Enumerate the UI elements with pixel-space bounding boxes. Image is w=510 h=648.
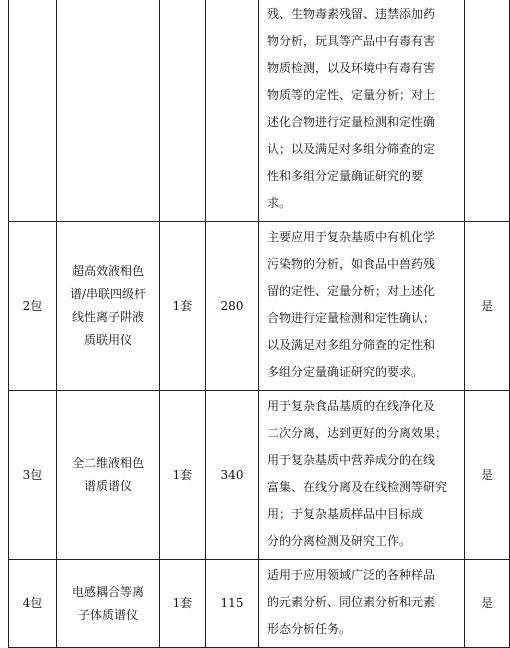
- description-cell: [259, 0, 465, 222]
- table-row: [9, 560, 510, 648]
- package-number-cell: 4包: [9, 560, 57, 648]
- package-number-cell: 3包: [9, 391, 57, 560]
- quantity-cell: [160, 0, 206, 222]
- description-line: 适用于应用领域广泛的各种样品: [267, 568, 436, 582]
- description-line: 以及满足对多组分筛查的定性和: [267, 338, 436, 352]
- description-line: 留的定性、定量分析；对上述化: [267, 284, 436, 298]
- package-number-cell: [9, 0, 57, 222]
- description-line: 的元素分析、同位素分析和元素: [267, 595, 436, 609]
- description-line: 合物进行定量检测和定性确认；: [267, 311, 436, 325]
- table-row: [9, 0, 510, 222]
- equipment-name-cell: [57, 560, 160, 648]
- description-line: 用于复杂食品基质的在线净化及: [267, 399, 436, 413]
- compliance-cell: [465, 0, 510, 222]
- description-line: 主要应用于复杂基质中有机化学: [267, 230, 436, 244]
- description-line: 述化合物进行定量检测和定性确: [267, 115, 436, 129]
- budget-cell: [206, 0, 259, 222]
- description-line: 分的分离检测及研究工作。: [267, 534, 412, 548]
- description-line: 富集、在线分离及在线检测等研究: [267, 480, 448, 494]
- equipment-name-line: 电感耦合等离: [71, 584, 144, 599]
- equipment-name-line: 子体质谱仪: [77, 607, 138, 622]
- equipment-name-cell: [57, 222, 160, 391]
- description-cell: [259, 222, 465, 391]
- equipment-name-line: 谱/串联四级杆: [69, 287, 147, 301]
- equipment-name-line: 全二维液相色: [71, 456, 144, 470]
- description-line: 物分析，玩具等产品中有毒有害: [267, 34, 436, 48]
- description-cell: [259, 560, 465, 648]
- compliance-cell: 是: [465, 391, 510, 560]
- equipment-name-line: 线性离子阱液: [71, 310, 144, 324]
- budget-cell: 115: [206, 560, 259, 648]
- table-row: [9, 222, 510, 391]
- equipment-name-line: 谱质谱仪: [83, 479, 132, 493]
- quantity-cell: 1套: [160, 560, 206, 648]
- description-line: 多组分定量确证研究的要求。: [267, 365, 424, 379]
- compliance-cell: 是: [465, 222, 510, 391]
- table-row: [9, 391, 510, 560]
- budget-cell: 280: [206, 222, 259, 391]
- description-line: 认；以及满足对多组分筛查的定: [267, 142, 436, 156]
- description-line: 用于复杂基质中营养成分的在线: [267, 453, 436, 467]
- quantity-cell: 1套: [160, 391, 206, 560]
- compliance-cell: 是: [465, 560, 510, 648]
- equipment-table: [8, 0, 510, 648]
- description-cell: [259, 391, 465, 560]
- description-line: 用；于复杂基质样品中目标成: [267, 507, 424, 521]
- description-line: 性和多组分定量确证研究的要: [267, 169, 424, 183]
- description-line: 物质检测，以及环境中有毒有害: [267, 61, 436, 75]
- equipment-name-line: 超高效液相色: [71, 264, 144, 278]
- equipment-name-cell: [57, 391, 160, 560]
- description-line: 二次分离，达到更好的分离效果；: [267, 426, 448, 440]
- package-number-cell: 2包: [9, 222, 57, 391]
- description-line: 形态分析任务。: [267, 622, 352, 636]
- equipment-name-cell: [57, 0, 160, 222]
- budget-cell: 340: [206, 391, 259, 560]
- description-line: 物质等的定性、定量分析；对上: [267, 88, 436, 102]
- description-line: 残、生物毒素残留、违禁添加药: [267, 7, 436, 21]
- description-line: 求。: [267, 196, 292, 210]
- equipment-name-line: 质联用仪: [83, 333, 132, 347]
- description-line: 污染物的分析，如食品中兽药残: [267, 257, 436, 271]
- quantity-cell: 1套: [160, 222, 206, 391]
